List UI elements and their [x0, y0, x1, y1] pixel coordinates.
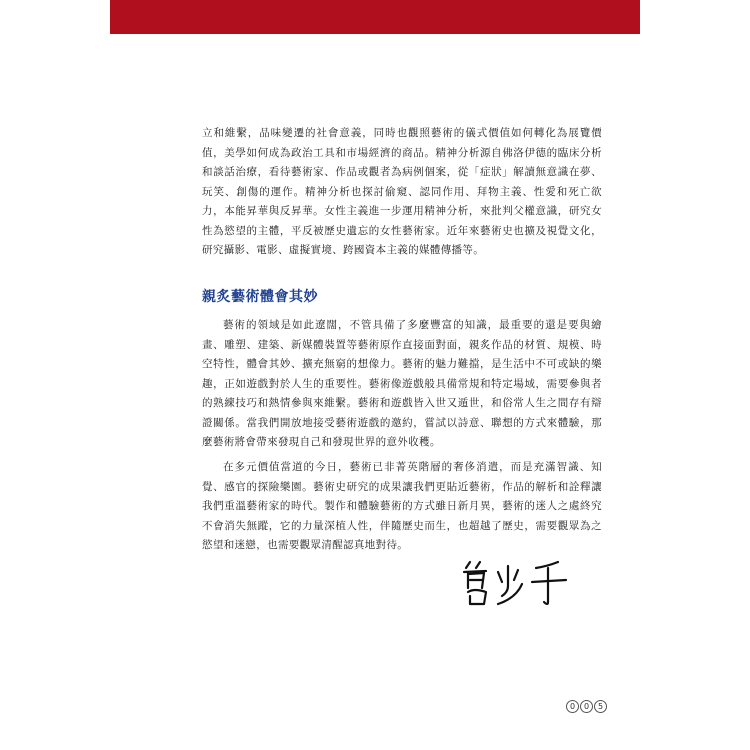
page-number-digit: 5	[594, 700, 607, 713]
body-paragraph-1: 立和維繫，品味變遷的社會意義，同時也觀照藝術的儀式價值如何轉化為展覽價值，美學如何成為政治工具和市場經濟的商品。精神分析源自佛洛伊德的臨床分析和談話治療，看待藝術家、作品或觀者為病例個案，從「症狀」解讀無意識在夢、玩笑、創傷的運作。精神分析也探討偷窺、認同作用、拜物主義、性愛和死亡欲力，本能昇華與反昇華。女性主義進一步運用精神分析，來批判父權意識，研究女性為慾望的主體，平反被歷史遺忘的女性藝術家。近年來藝術史也擴及視覺文化，研究攝影、電影、虛擬實境、跨國資本主義的媒體傳播等。	[202, 127, 602, 256]
body-paragraph-3: 在多元價值當道的今日，藝術已非菁英階層的奢侈消遣，而是充滿智識、知覺、感官的探險樂園。藝術史研究的成果讓我們更貼近藝術，作品的解析和詮釋讓我們重溫藝術家的時代。製作和體驗藝術的方式雖日新月異，藝術的迷人之處終究不會消失無蹤，它的力量深植人性，伴隨歷史而生，也超越了歷史，需要觀眾為之慾望和迷戀，也需要觀眾清醒認真地對待。	[202, 461, 602, 551]
page-number	[566, 700, 607, 713]
page-number-digit: 0	[580, 700, 593, 713]
section-heading: 親炙藝術體會其妙	[202, 289, 318, 305]
document-page	[110, 0, 640, 750]
page-number-digit: 0	[566, 700, 579, 713]
header-color-band	[110, 0, 640, 34]
handwritten-signature	[460, 558, 570, 608]
body-paragraph-2: 藝術的領域是如此遼闊，不管具備了多麼豐富的知識，最重要的還是要與繪畫、雕塑、建築、新媒體裝置等藝術原作直接面對面，親炙作品的材質、規模、時空特性，體會其妙、擴充無窮的想像力。藝術的魅力難擋，是生活中不可或缺的樂趣，正如遊戲對於人生的重要性。藝術像遊戲般具備常規和特定場域，需要參與者的熟練技巧和熱情參與來維繫。藝術和遊戲皆入世又遁世，和俗常人生之間存有辯證關係。當我們開放地接受藝術遊戲的邀約，嘗試以詩意、聯想的方式來體驗，那麼藝術將會帶來發現自己和發現世界的意外收穫。	[202, 319, 602, 448]
